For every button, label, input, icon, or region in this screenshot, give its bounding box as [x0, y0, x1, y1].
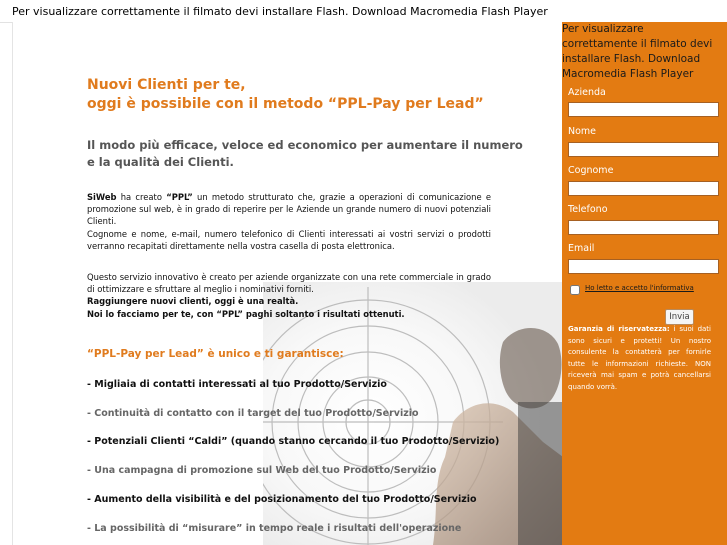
- service-text: Questo servizio innovativo è creato per aziende organizzate con una rete commerciale in grado di ottimizzare e sfruttare al meglio i nominativi forniti.: [87, 272, 491, 295]
- privacy-row: [570, 285, 694, 295]
- name-input[interactable]: [568, 142, 719, 157]
- intro-text-c: Cognome e nome, e-mail, numero telefonico di Clienti interessati ai vostri servizi o prodotti verranno recapitati direttamente nella vostra casella di posta elettronica.: [87, 228, 491, 251]
- phone-label: Telefono: [568, 204, 608, 215]
- privacy-checkbox[interactable]: [570, 285, 580, 295]
- guarantee-item-3: - Potenziali Clienti “Caldi” (quando stanno cercando il tuo Prodotto/Servizio): [87, 436, 500, 447]
- method-name: “PPL”: [166, 192, 193, 202]
- surname-input[interactable]: [568, 181, 719, 196]
- privacy-policy-link[interactable]: Ho letto e accetto l'informativa: [585, 284, 694, 292]
- guarantees-title: “PPL-Pay per Lead” è unico e ti garantisce:: [87, 348, 344, 360]
- name-label: Nome: [568, 126, 597, 137]
- page-headline: [87, 76, 484, 114]
- service-bold-1: Raggiungere nuovi clienti, oggi è una realtà.: [87, 296, 299, 307]
- surname-label: Cognome: [568, 165, 614, 176]
- guarantee-item-2: - Continuità di contatto con il target del tuo Prodotto/Servizio: [87, 408, 419, 419]
- headline-line-1: Nuovi Clienti per te,: [87, 77, 246, 93]
- brand-name: SiWeb: [87, 192, 117, 202]
- privacy-note-title: Garanzia di riservatezza:: [568, 325, 670, 333]
- email-input[interactable]: [568, 259, 719, 274]
- flash-placeholder-banner: [0, 0, 563, 23]
- flash-notice-text: Per visualizzare correttamente il filmato devi installare Flash. Download Macromedia Flash Player: [12, 5, 548, 18]
- privacy-note-text: i suoi dati sono sicuri e protetti! Un nostro consulente la contatterà per fornirle tutte le informazioni richieste. NON riceverà mai spam e potrà cancellarsi quando vorrà.: [568, 325, 711, 391]
- guarantee-item-1: - Migliaia di contatti interessati al tuo Prodotto/Servizio: [87, 379, 387, 390]
- submit-button[interactable]: Invia: [665, 309, 694, 325]
- phone-input[interactable]: [568, 220, 719, 235]
- intro-text-a: ha creato: [116, 192, 167, 202]
- company-label: Azienda: [568, 87, 606, 98]
- email-label: Email: [568, 243, 595, 254]
- privacy-guarantee-note: [568, 324, 711, 394]
- company-input[interactable]: [568, 102, 719, 117]
- service-paragraph: [87, 271, 491, 320]
- guarantee-item-5: - Aumento della visibilità e del posizionamento del tuo Prodotto/Servizio: [87, 494, 477, 505]
- headline-line-2: oggi è possibile con il metodo “PPL-Pay per Lead”: [87, 96, 484, 112]
- subheadline-line-2: e la qualità dei Clienti.: [87, 155, 234, 169]
- intro-paragraph: [87, 191, 491, 252]
- page-subheadline: [87, 137, 523, 171]
- main-content: [12, 22, 563, 545]
- sidebar-flash-notice: Per visualizzare correttamente il filmato devi installare Flash. Download Macromedia Flash Player: [562, 23, 713, 80]
- service-bold-2: Noi lo facciamo per te, con “PPL” paghi soltanto i risultati ottenuti.: [87, 308, 405, 319]
- sidebar-top-strip: [562, 0, 727, 22]
- intro-text-b: un metodo strutturato che, grazie a operazioni di comunicazione e promozione sul web, è in grado di reperire per le Aziende un grande numero di nuovi potenziali Clienti.: [87, 192, 491, 227]
- subheadline-line-1: Il modo più efficace, veloce ed economico per aumentare il numero: [87, 138, 523, 152]
- guarantee-item-6: - La possibilità di “misurare” in tempo reale i risultati dell'operazione: [87, 523, 462, 534]
- guarantee-item-4: - Una campagna di promozione sul Web del tuo Prodotto/Servizio: [87, 465, 437, 476]
